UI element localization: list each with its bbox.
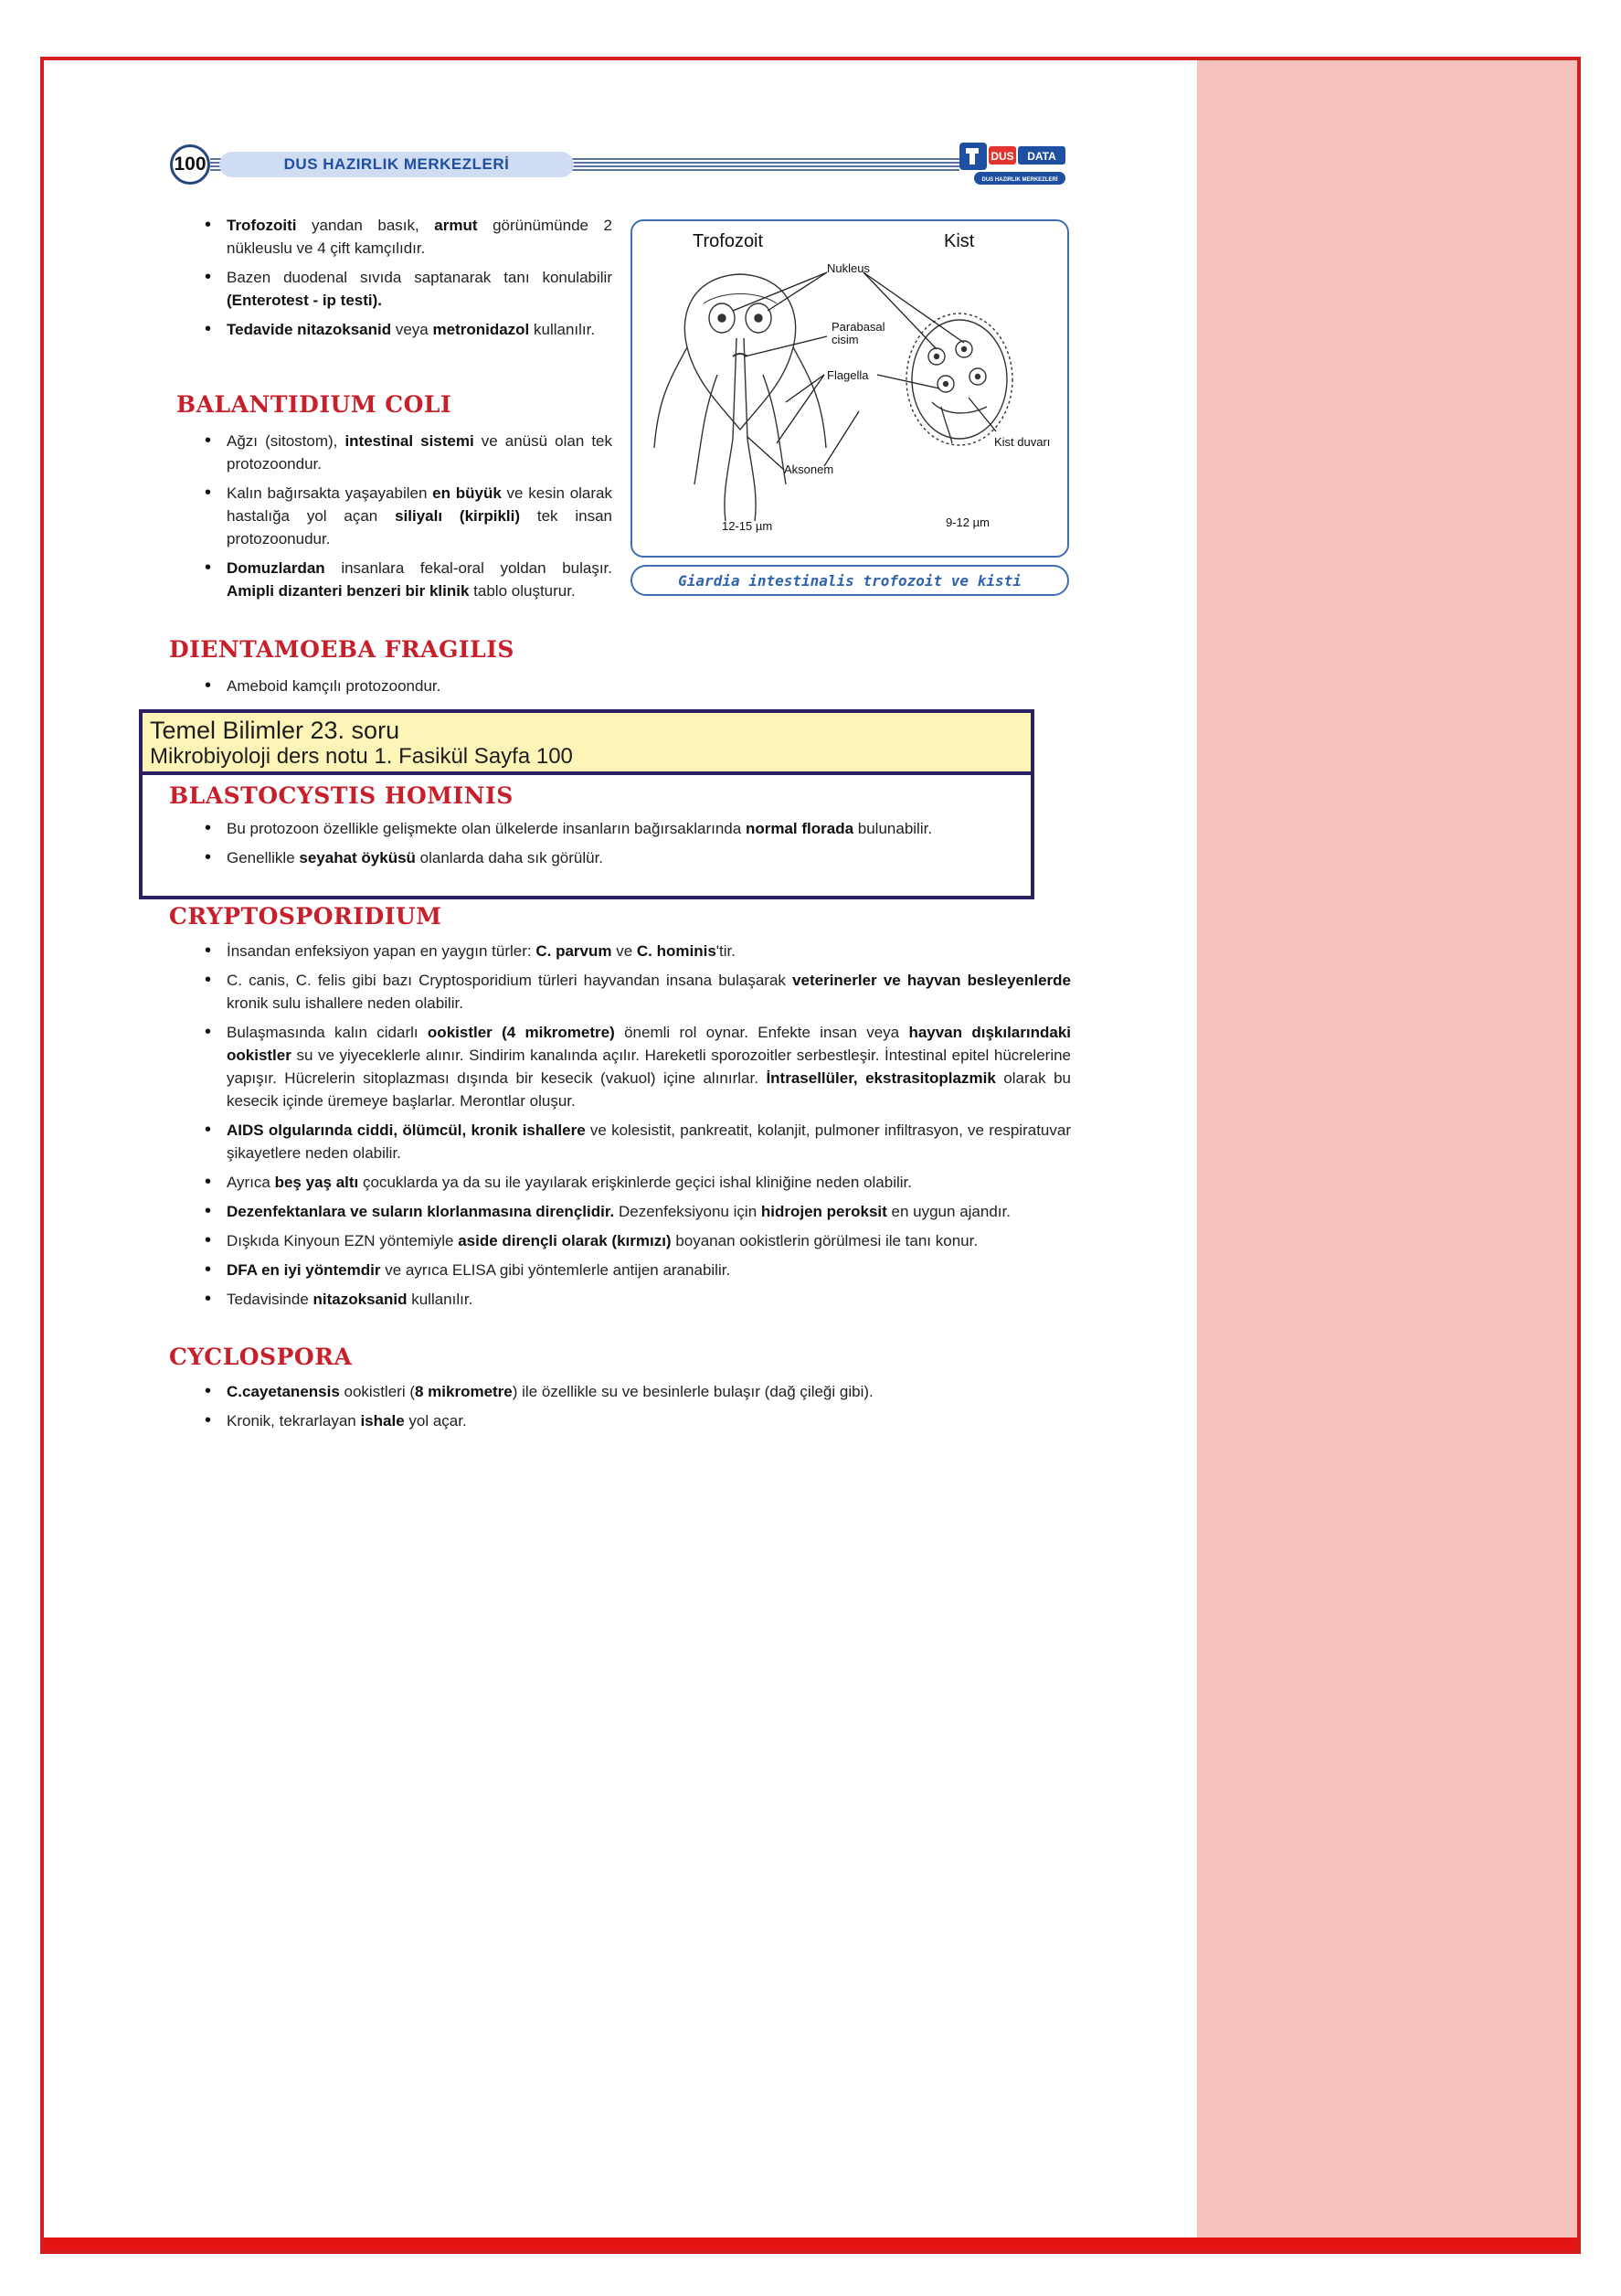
source-note [139, 709, 1034, 775]
bullet-text: kronik sulu ishallere neden olabilir. [227, 994, 463, 1012]
figure-caption: Giardia intestinalis trofozoit ve kisti [630, 565, 1069, 596]
giardia-figure [630, 219, 1069, 558]
label-size-kist: 9-12 µm [946, 516, 990, 529]
bullet-bold-text: 8 mikrometre [414, 1383, 513, 1400]
bullet-item [199, 1200, 1071, 1223]
bullet-item [199, 1409, 1071, 1432]
bullet-item [199, 318, 612, 341]
bullet-item [199, 482, 612, 550]
label-flagella: Flagella [827, 368, 869, 382]
bullet-bold-text: seyahat öyküsü [299, 849, 416, 866]
bullet-text: Bulaşmasında kalın cidarlı [227, 1024, 428, 1041]
bullet-text: insanlara fekal-oral yoldan bulaşır. [324, 559, 612, 577]
bullet-text: Ameboid kamçılı protozoondur. [227, 677, 441, 695]
bullet-bold-text: intestinal sistemi [344, 432, 474, 450]
svg-text:DATA: DATA [1027, 150, 1056, 163]
bullet-bold-text: nitazoksanid [313, 1291, 408, 1308]
header-title: DUS HAZIRLIK MERKEZLERİ [219, 152, 574, 177]
bullet-bold-text: Tedavide nitazoksanid [227, 321, 392, 338]
bullet-text: İnsandan enfeksiyon yapan en yaygın türler: [227, 942, 536, 960]
bullet-text: çocuklarda ya da su ile yayılarak erişkinlerde geçici ishal kliniğine neden olabilir. [358, 1174, 912, 1191]
bullet-text: yol açar. [404, 1412, 467, 1430]
heading-balantidium: BALANTIDIUM COLI [176, 391, 452, 418]
bullet-bold-text: Trofozoiti [227, 217, 297, 234]
bullet-text: veya [391, 321, 433, 338]
bullet-text: görünümünde 2 nükleuslu ve 4 çift kamçılıdır. [227, 217, 612, 257]
bullet-text: Kalın bağırsakta yaşayabilen [227, 484, 433, 502]
bullet-bold-text: İntrasellüler, ekstrasitoplazmik [766, 1069, 996, 1087]
bullet-item [199, 1171, 1071, 1194]
bullet-text: Genellikle [227, 849, 300, 866]
bullet-bold-text: Dezenfektanlara ve suların klorlanmasına dirençlidir. [227, 1203, 615, 1220]
bullet-bold-text: C. parvum [535, 942, 612, 960]
bullet-text: en uygun ajandır. [886, 1203, 1011, 1220]
cryptosporidium-bullet-list [199, 940, 1071, 1317]
bullet-text: Dezenfeksiyonu için [614, 1203, 761, 1220]
bullet-text: Bazen duodenal sıvıda saptanarak tanı konulabilir [227, 269, 612, 286]
bullet-text: ve kesin olarak hastalığa yol açan [227, 484, 612, 525]
bullet-item [199, 969, 1071, 1015]
bullet-text: ookistleri ( [339, 1383, 415, 1400]
label-kist-duvari: Kist duvarı [994, 435, 1051, 449]
bullet-bold-text: C.cayetanensis [227, 1383, 340, 1400]
label-nukleus: Nukleus [827, 261, 870, 275]
bullet-item [199, 1288, 1071, 1311]
bullet-bold-text: DFA en iyi yöntemdir [227, 1261, 381, 1279]
label-parabasal-2: cisim [832, 333, 859, 346]
bullet-text: Dışkıda Kinyoun EZN yöntemiyle [227, 1232, 459, 1249]
bullet-bold-text: veterinerler ve hayvan besleyenlerde [792, 972, 1071, 989]
trofozoit-drawing [654, 274, 826, 521]
bullet-text: bulunabilir. [853, 820, 933, 837]
heading-blastocystis: BLASTOCYSTIS HOMINIS [169, 782, 514, 809]
bullet-bold-text: aside dirençli olarak (kırmızı) [458, 1232, 672, 1249]
page-number: 100 [170, 144, 210, 185]
bullet-item [199, 430, 612, 475]
bullet-text: Ağzı (sitostom), [227, 432, 345, 450]
heading-cryptosporidium: CRYPTOSPORIDIUM [169, 903, 442, 930]
bullet-text: tablo oluşturur. [469, 582, 576, 600]
bullet-text: ve [611, 942, 637, 960]
bullet-text: boyanan ookistlerin görülmesi ile tanı konur. [671, 1232, 979, 1249]
bullet-item [199, 557, 612, 602]
bullet-text: ve anüsü olan tek protozoondur. [227, 432, 612, 473]
label-parabasal-1: Parabasal [832, 320, 885, 334]
dusdata-logo [958, 139, 1071, 190]
bullet-item [199, 1229, 1071, 1252]
bullet-text: Tedavisinde [227, 1291, 313, 1308]
bullet-text: ) ile özellikle su ve besinlerle bulaşır (dağ çileği gibi). [512, 1383, 874, 1400]
bullet-text: olarak bu kesecik içinde üremeye başlarlar. Merontlar oluşur. [227, 1069, 1071, 1110]
dientamoeba-bullet-list [199, 675, 1058, 704]
bullet-text: kullanılır. [529, 321, 596, 338]
balantidium-bullet-list [199, 430, 612, 609]
bullet-bold-text: hidrojen peroksit [760, 1203, 887, 1220]
svg-text:DUS: DUS [991, 150, 1014, 163]
bullet-item [199, 675, 1058, 697]
giardia-bullet-list [199, 214, 612, 347]
bullet-bold-text: ookistler (4 mikrometre) [427, 1024, 615, 1041]
bullet-text: olanlarda daha sık görülür. [415, 849, 604, 866]
bullet-bold-text: normal florada [745, 820, 854, 837]
bullet-item [199, 266, 612, 312]
bullet-bold-text: Amipli dizanteri benzeri bir klinik [227, 582, 470, 600]
heading-cyclospora: CYCLOSPORA [169, 1344, 353, 1370]
cyclospora-bullet-list [199, 1380, 1071, 1439]
bullet-text: 'tir. [715, 942, 736, 960]
bullet-item [199, 1021, 1071, 1112]
label-kist: Kist [944, 231, 975, 251]
heading-dientamoeba: DIENTAMOEBA FRAGILIS [169, 636, 514, 663]
side-margin-panel [1197, 60, 1577, 2239]
bullet-bold-text: siliyalı (kirpikli) [395, 507, 521, 525]
bullet-item [199, 940, 1071, 962]
source-note-detail: Mikrobiyoloji ders notu 1. Fasikül Sayfa 100 [150, 744, 573, 769]
bullet-text: C. canis, C. felis gibi bazı Cryptosporidium türleri hayvandan insana bulaşarak [227, 972, 793, 989]
bullet-text: Bu protozoon özellikle gelişmekte olan ülkelerde insanların bağırsaklarında [227, 820, 746, 837]
label-aksonem: Aksonem [784, 462, 834, 476]
bullet-bold-text: AIDS olgularında ciddi, ölümcül, kronik ishallere [227, 1121, 586, 1139]
blastocystis-bullet-list [199, 817, 1022, 876]
bullet-text: yandan basık, [296, 217, 435, 234]
bullet-bold-text: ishale [360, 1412, 405, 1430]
bullet-bold-text: armut [434, 217, 478, 234]
bullet-item [199, 817, 1022, 840]
bullet-bold-text: (Enterotest - ip testi). [227, 292, 383, 309]
label-trofozoit: Trofozoit [693, 231, 764, 251]
bottom-bar [44, 2238, 1577, 2250]
bullet-text: Ayrıca [227, 1174, 275, 1191]
bullet-item [199, 1380, 1071, 1403]
bullet-text: ve ayrıca ELISA gibi yöntemlerle antijen aranabilir. [380, 1261, 731, 1279]
bullet-bold-text: beş yaş altı [274, 1174, 359, 1191]
bullet-item [199, 1119, 1071, 1164]
bullet-bold-text: Domuzlardan [227, 559, 325, 577]
bullet-text: ve kolesistit, pankreatit, kolanjit, pulmoner infiltrasyon, ve respiratuvar şikayetlere neden olabilir. [227, 1121, 1071, 1162]
bullet-bold-text: C. hominis [636, 942, 716, 960]
bullet-bold-text: hayvan dışkılarındaki ookistler [227, 1024, 1071, 1064]
bullet-text: kullanılır. [407, 1291, 473, 1308]
bullet-text: önemli rol oynar. Enfekte insan veya [614, 1024, 909, 1041]
bullet-text: su ve yiyeceklerle alınır. Sindirim kanalında açılır. Hareketli sporozoitler serbestleşir. İntestinal epitel hücrelerine yapışır. Hücrelerin sitoplazması dışında bir kesecik (vakuol) içine alınırlar. [227, 1047, 1071, 1087]
label-size-trofozoit: 12-15 µm [722, 519, 773, 533]
kist-drawing [906, 314, 1012, 445]
bullet-bold-text: metronidazol [432, 321, 530, 338]
bullet-item [199, 214, 612, 260]
bullet-item [199, 1259, 1071, 1281]
bullet-text: tek insan protozoonudur. [227, 507, 613, 547]
svg-text:DUS HAZIRLIK MERKEZLERİ: DUS HAZIRLIK MERKEZLERİ [981, 177, 1058, 183]
bullet-text: Kronik, tekrarlayan [227, 1412, 361, 1430]
bullet-bold-text: en büyük [432, 484, 502, 502]
source-note-title: Temel Bilimler 23. soru [150, 717, 400, 744]
bullet-item [199, 846, 1022, 869]
